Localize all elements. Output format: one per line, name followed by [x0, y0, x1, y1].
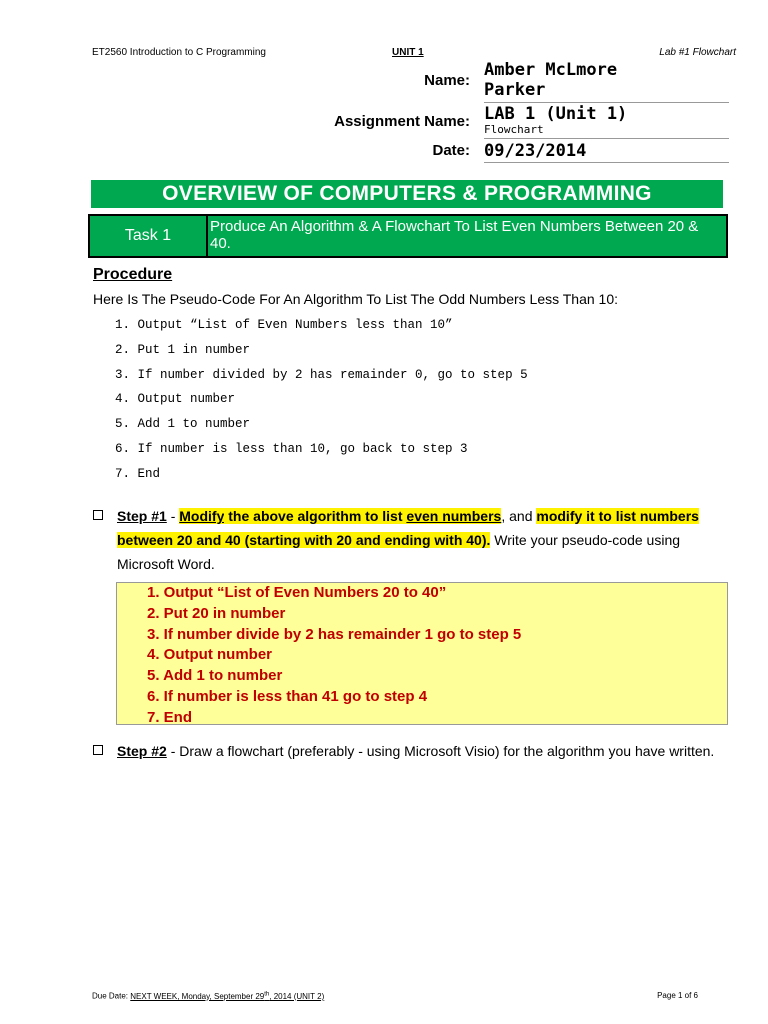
pseudo-code-step: 4. Output number	[115, 392, 236, 407]
date-label: Date:	[432, 142, 470, 159]
due-value-sup: th	[264, 991, 270, 997]
answer-step: 1. Output “List of Even Numbers 20 to 40”	[147, 584, 447, 601]
checkbox-icon[interactable]	[93, 510, 103, 520]
header-lab-title: Lab #1 Flowchart	[659, 47, 736, 58]
step-1-modify: Modify	[179, 508, 225, 524]
name-line-2: Parker	[484, 80, 546, 100]
section-banner: OVERVIEW OF COMPUTERS & PROGRAMMING	[91, 180, 723, 208]
pseudo-code-step: 7. End	[115, 466, 161, 481]
answer-step: 2. Put 20 in number	[147, 604, 286, 622]
answer-step: 4. Output number	[147, 646, 272, 664]
header-course: ET2560 Introduction to C Programming	[92, 47, 266, 58]
step-1-label: Step #1	[117, 508, 167, 524]
assignment-label: Assignment Name:	[334, 113, 470, 130]
pseudo-code-list	[115, 316, 528, 490]
assignment-value	[484, 104, 729, 139]
assignment-main: LAB 1 (Unit 1)	[484, 104, 628, 124]
pseudo-code-step: 5. Add 1 to number	[115, 417, 251, 432]
name-value	[484, 60, 729, 103]
step-2-label: Step #2	[117, 743, 167, 759]
task-box	[88, 214, 728, 258]
due-value	[130, 992, 324, 1001]
procedure-heading: Procedure	[93, 266, 173, 283]
header-unit: UNIT 1	[392, 47, 424, 58]
task-description: Produce An Algorithm & A Flowchart To List Even Numbers Between 20 & 40.	[210, 218, 699, 252]
name-label: Name:	[424, 72, 470, 89]
step-1-even-numbers: even numbers	[406, 508, 502, 524]
step-1-text-b: , and	[501, 508, 537, 524]
assignment-sub: Flowchart	[484, 123, 544, 136]
name-line-1: Amber McLmore	[484, 60, 618, 80]
step-2-text: - Draw a flowchart (preferably - using Microsoft Visio) for the algorithm you have written.	[166, 743, 715, 759]
answer-list	[147, 583, 521, 729]
answer-step: 7. End	[147, 708, 193, 726]
pseudo-code-step: 2. Put 1 in number	[115, 342, 251, 357]
answer-step: 3. If number divide by 2 has remainder 1 go to step 5	[147, 625, 522, 643]
due-value-a: NEXT WEEK, Monday, September 29	[130, 991, 265, 1001]
step-1-text-d: Write your pseudo-code using Microsoft Word.	[117, 532, 681, 572]
pseudo-code-step: 3. If number divided by 2 has remainder 0, go to step 5	[115, 367, 528, 382]
task-label: Task 1	[90, 216, 208, 256]
page-number: Page 1 of 6	[657, 991, 698, 1000]
due-value-b: , 2014 (UNIT 2)	[269, 991, 325, 1001]
pseudo-code-step: 6. If number is less than 10, go back to step 3	[115, 441, 468, 456]
procedure-intro: Here Is The Pseudo-Code For An Algorithm To List The Odd Numbers Less Than 10:	[93, 291, 619, 307]
step-1-text-a: the above algorithm to list	[224, 508, 407, 524]
date-value: 09/23/2014	[484, 140, 729, 163]
step-2-instruction	[93, 738, 733, 764]
step-1-instruction	[93, 504, 733, 576]
step-1-dash: -	[166, 508, 180, 524]
answer-step: 6. If number is less than 41 go to step 4	[147, 687, 428, 705]
pseudo-code-step: 1. Output “List of Even Numbers less than 10”	[115, 318, 453, 332]
due-label: Due Date:	[92, 991, 131, 1001]
answer-box	[116, 582, 728, 725]
step-1-text-c: modify it to list numbers between 20 and 40 (starting with 20 and ending with 40).	[117, 508, 699, 548]
footer-due-date	[92, 991, 324, 1001]
checkbox-icon[interactable]	[93, 745, 103, 755]
answer-step: 5. Add 1 to number	[147, 667, 283, 685]
